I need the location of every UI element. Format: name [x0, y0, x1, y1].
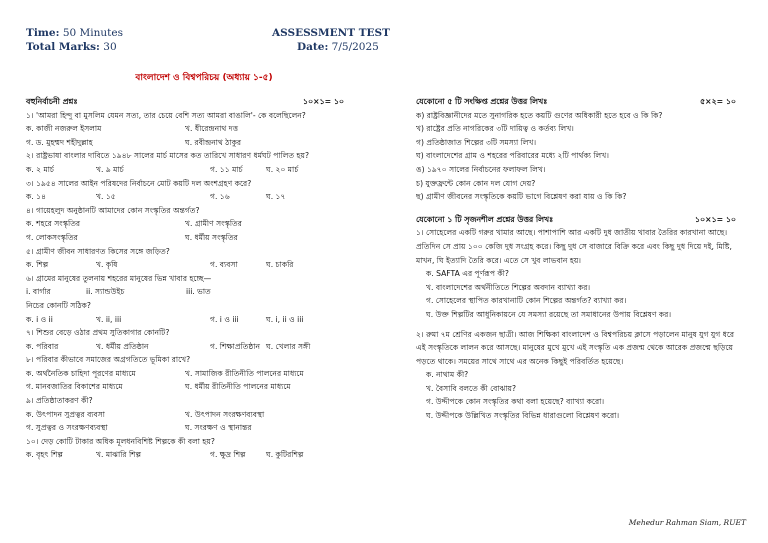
- options-3: [26, 190, 344, 204]
- sub-question: ক. নাথাম কী?: [426, 370, 469, 380]
- creative-heading: যেকোনো ১ টি সৃজনশীল প্রশ্নের উত্তর লিখঃ: [416, 214, 554, 224]
- option: খ. উৎপাদন সংরক্ষণব্যবস্থা: [185, 409, 265, 419]
- question-10: ১০। দেড় কোটি টাকার অধিক মূলধনবিশিষ্ট শিল্পকে কী বলা হয়?: [26, 436, 215, 446]
- section-gap: [416, 204, 736, 213]
- option: ক. কাজী নজরুল ইসলাম: [26, 124, 102, 134]
- option: খ. ধর্মীয় প্রতিষ্ঠান: [96, 341, 149, 351]
- short-question: গ) প্রতিষ্ঠাজাত শিল্পের ৩টি সমস্যা লিখ।: [416, 137, 537, 147]
- question-7: ৭। শিশুর বেড়ে ওঠার প্রথম সুতিকাগার কোনটি?: [26, 328, 170, 338]
- option: ক. বৃহৎ শিল্প: [26, 450, 63, 460]
- option: গ. i ও iii: [210, 314, 239, 324]
- question-4: ৪। গায়েহলুদ অনুষ্ঠানটি আমাদের কোন সংস্কৃতির অন্তর্গত?: [26, 205, 200, 215]
- options-1: [26, 122, 344, 149]
- marks-line: [26, 40, 117, 54]
- page-title: ASSESSMENT TEST: [272, 27, 390, 39]
- option: খ. সামাজিক রীতিনীতি পালনের মাধ্যমে: [185, 368, 304, 378]
- short-heading-row: [416, 95, 736, 109]
- statement: i. বার্গার: [26, 287, 51, 297]
- short-question: ঘ) বাংলাদেশের গ্রাম ও শহরের পরিবারের মধ্যে ২টি পার্থক্য লিখ।: [416, 151, 609, 161]
- option: গ. ১৬: [210, 192, 230, 202]
- option: গ. মানবজাতির বিকাশের মাধ্যমে: [26, 382, 123, 392]
- option: ক. ১৪: [26, 192, 46, 202]
- option: ঘ. সংরক্ষণ ও স্থানান্তর: [185, 423, 252, 433]
- written-section: [416, 95, 736, 423]
- option: গ. লোকসংস্কৃতির: [26, 232, 78, 242]
- option: ঘ. ২০ মার্চ: [266, 164, 299, 174]
- question-6-sub: নিচের কোনটি সঠিক?: [26, 300, 91, 310]
- option: ক. শহরে সংস্কৃতির: [26, 219, 81, 229]
- question-1: ১। 'আমরা হিন্দু বা মুসলিম যেমন সত্য, তার চেয়ে বেশি সত্য আমরা বাঙালি'- কে বলেছিলেন?: [26, 110, 306, 120]
- author-credit: Mehedur Rahman Siam, RUET: [628, 518, 746, 527]
- options-9: [26, 408, 344, 435]
- short-marks: ৫×২= ১০: [699, 97, 736, 106]
- option: খ. ধীরেন্দ্রনাথ দত্ত: [185, 124, 239, 134]
- short-question: ঙ) ১৯৭০ সালের নির্বাচনের ফলাফল লিখ।: [416, 164, 546, 174]
- statement: iii. ভাত: [186, 287, 211, 297]
- time-label: Time:: [26, 27, 60, 39]
- sub-question: গ. সোহেলের স্থাপিত কারখানাটি কোন শিল্পের অন্তর্গত? ব্যাখ্যা কর।: [426, 296, 627, 306]
- date-label: Date:: [297, 41, 329, 53]
- marks-value: 30: [103, 41, 117, 53]
- question-3: ৩। ১৯৫৪ সালের আইন পরিষদের নির্বাচনে মোট কয়টি দল অংশগ্রহণ করে?: [26, 178, 252, 188]
- option: ঘ. ১৭: [266, 192, 286, 202]
- sub-question: খ. বৈসাবি বলতে কী বোঝায়?: [426, 383, 517, 393]
- mcq-section: [26, 95, 344, 462]
- option: খ. গ্রামীণ সংস্কৃতির: [185, 219, 242, 229]
- sub-question: ঘ. উদ্দীপকে উল্লিখিত সংস্কৃতির বিভিন্ন ধারাগুলো বিশ্লেষণ করো।: [426, 411, 620, 421]
- options-6: [26, 313, 344, 327]
- marks-label: Total Marks:: [26, 41, 100, 53]
- mcq-heading-row: [26, 95, 344, 109]
- question-8: ৮। পরিবার কীভাবে সমাজের অগ্রগতিতে ভূমিকা রাখে?: [26, 355, 191, 365]
- sub-question: গ. উদ্দীপকে কোন সংস্কৃতির কথা বলা হয়েছে? ব্যাখ্যা করো।: [426, 397, 605, 407]
- option: ক. শিল্প: [26, 260, 49, 270]
- option: খ. ৯ মার্চ: [96, 164, 124, 174]
- options-7: [26, 340, 344, 354]
- option: গ. ব্যবসা: [210, 260, 238, 270]
- question-6: ৬। গ্রামের মানুষের তুলনায় শহরের মানুষের ভিন্ন খাবার হচ্ছে—: [26, 273, 212, 283]
- option: গ. ড. মুহম্মদ শহীদুল্লাহ: [26, 137, 93, 147]
- subject-title: বাংলাদেশ ও বিশ্বপরিচয় (অধ্যায় ১-৫): [135, 73, 273, 83]
- option: ঘ. ধর্মীয় রীতিনীতি পালনের মাধ্যমে: [185, 382, 291, 392]
- options-4: [26, 217, 344, 244]
- option: ক. উৎপাদন সুপ্রত্বর ব্যবসা: [26, 409, 105, 419]
- option: ঘ. খেলার সঙ্গী: [266, 341, 311, 351]
- option: খ. ii, iii: [96, 314, 122, 324]
- short-question: খ) রাষ্ট্রের প্রতি নাগরিকের ৩টি দায়িত্ব ও কর্তব্য লিখ।: [416, 124, 574, 134]
- short-question: চ) যুক্তফ্রন্টে কোন কোন দল যোগ দেয়?: [416, 178, 536, 188]
- creative-marks: ১০×১= ১০: [694, 214, 736, 224]
- stimulus-2: ২। রুমা ৭ম শ্রেণির একজন ছাত্রী। আজ শিক্ষিকা বাংলাদেশ ও বিশ্বপরিচয় ক্লাসে পড়ালেন মানুষ যুগ যুগ ধরে এই সংস্কৃতিকে লালন করে আসছে। মানুষের মুখে মুখে এই সংস্কৃতি এক প্রজন্ম থেকে আরেক প্রজন্মে ছড়িয়ে পড়তে থাকে। সময়ের সাথে সাথে এর অনেক কিছুই পরিবর্তিত হয়েছে।: [416, 329, 735, 366]
- options-10: [26, 448, 344, 462]
- statements-6: [26, 285, 344, 299]
- option: ক. ২ মার্চ: [26, 164, 55, 174]
- option: ক. i ও ii: [26, 314, 53, 324]
- time-value: 50 Minutes: [62, 27, 123, 39]
- option: গ. ক্ষুদ্র শিল্প: [210, 450, 246, 460]
- option: খ. কৃষি: [96, 260, 118, 270]
- option: গ. শিক্ষাপ্রতিষ্ঠান: [210, 341, 261, 351]
- short-heading: যেকোনো ৫ টি সংক্ষিপ্ত প্রশ্নের উত্তর লিখঃ: [416, 97, 548, 106]
- short-question: ছ) গ্রামীণ জীবনের সংস্কৃতিকে কয়টি ভাগে বিশ্লেষণ করা যায় ও কি কি?: [416, 192, 627, 202]
- sub-question: খ. বাংলাদেশের অর্থনীতিতে শিল্পের অবদান ব্যাখ্যা কর।: [426, 282, 591, 292]
- short-question: ক) রাষ্ট্রবিজ্ঞানীদের মতে সুনাগরিক হতে কয়টি গুণের অধিকারী হতে হবে ও কি কি?: [416, 110, 663, 120]
- sub-question: ঘ. উক্ত শিল্পটির আধুনিকায়নে যে সমস্যা রয়েছে তা সমাধানের উপায় বিশ্লেষণ কর।: [426, 309, 672, 319]
- option: ঘ. কুটিরশিল্প: [266, 450, 304, 460]
- option: ঘ. চাকরি: [266, 260, 294, 270]
- question-2: ২। রাষ্ট্রভাষা বাংলার দাবিতে ১৯৪৮ সালের মার্চ মাসের কত তারিখে সাধারণ ধর্মঘট পালিত হয়?: [26, 151, 309, 161]
- stimulus-1: ১। সোহেলের একটি গরুর খামার আছে। পাশাপাশি আর একটি দুধ জাতীয় খাবার তৈরির কারখানা আছে। প্রতিদিন সে প্রায় ১০০ কেজি দুধ সংগ্রহ করে। কিছু দুধ সে বাজারে বিক্রি করে এবং কিছু দুধ দিয়ে দই, মিষ্টি, মাখন, ঘি ইত্যাদি তৈরি করে। এতে সে খুব লাভবান হয়।: [416, 228, 732, 265]
- options-2: [26, 163, 344, 177]
- mcq-heading: বহুনির্বাচনী প্রশ্নঃ: [26, 97, 78, 106]
- time-line: [26, 26, 123, 40]
- option: ক. পরিবার: [26, 341, 59, 351]
- options-8: [26, 367, 344, 394]
- options-5: [26, 258, 344, 272]
- mcq-marks: ১০×১= ১০: [302, 97, 344, 106]
- option: ক. অর্থনৈতিক চাহিদা পূরণের মাধ্যমে: [26, 368, 136, 378]
- statement: ii. স্যান্ডউইচ: [86, 287, 125, 297]
- creative-heading-row: [416, 213, 736, 227]
- date-line: [297, 40, 379, 54]
- option: ঘ. ধর্মীয় সংস্কৃতির: [185, 232, 238, 242]
- date-value: 7/5/2025: [331, 41, 379, 53]
- question-5: ৫। গ্রামীণ জীবন সাধারণত কিসের সঙ্গে জড়িত?: [26, 246, 170, 256]
- option: ঘ. i, ii ও iii: [266, 314, 304, 324]
- option: ঘ. রবীন্দ্রনাথ ঠাকুর: [185, 137, 242, 147]
- option: গ. সুপ্রত্বর ও সংরক্ষণব্যবস্থা: [26, 423, 108, 433]
- option: খ. মাঝারি শিল্প: [96, 450, 142, 460]
- question-9: ৯। প্রতিষ্ঠাতাকরণ কী?: [26, 396, 93, 406]
- option: খ. ১৫: [96, 192, 116, 202]
- option: গ. ১১ মার্চ: [210, 164, 243, 174]
- sub-question: ক. SAFTA এর পূর্ণরূপ কী?: [426, 269, 509, 279]
